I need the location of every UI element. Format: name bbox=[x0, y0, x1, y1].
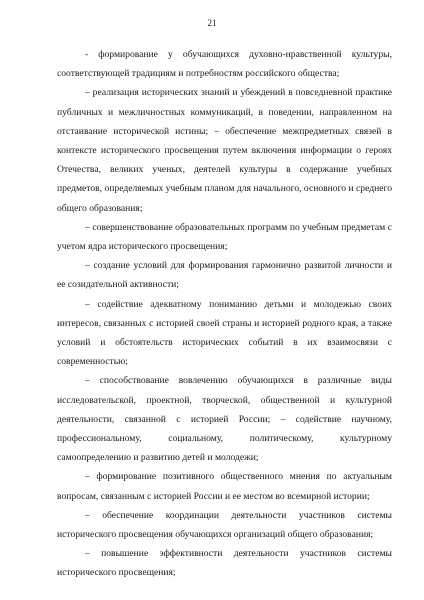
list-item: – содействие адекватному пониманию детьми и молодежью своих интересов, связанных с историей своей страны и историей родного края, а также условий и обстоятельств исторических событий в их взаимосвязи с современностью; bbox=[57, 298, 392, 368]
list-item: – реализация исторических знаний и убеждений в повседневной практике публичных и межличностных коммуникаций, в поведении, направленном на отстаивание исторической истины; – обеспечение межпредметных связей в контексте исторического просвещения путем включения информации о героях Отечества, великих ученых, деятелей культуры в содержание учебных предметов, определяемых учебным планом для начального, основного и среднего общего образования; bbox=[57, 87, 392, 214]
list-item: – обеспечение координации деятельности участников системы исторического просвещения обучающихся организаций общего образования; bbox=[57, 509, 392, 541]
page-body bbox=[57, 45, 392, 583]
list-item: – способствование вовлечению обучающихся в различные виды исследовательской, проектной, творческой, общественной и культурной деятельности, связанной с историей России; – содействие научному, профессиональному, социальному, политическому, культурному самоопределению и развитию детей и молодежи; bbox=[57, 375, 392, 464]
list-item: – формирование позитивного общественного мнения по актуальным вопросам, связанным с историей России и ее местом во всемирной истории; bbox=[57, 471, 392, 502]
list-item: – повышение эффективности деятельности участников системы исторического просвещения; bbox=[57, 548, 392, 579]
list-item: – создание условий для формирования гармонично развитой личности и ее созидательной активности; bbox=[57, 260, 392, 291]
page-number: 21 bbox=[207, 18, 217, 28]
list-item: - формирование у обучающихся духовно-нравственной культуры, соответствующей традициям и потребностям российского общества; bbox=[57, 49, 392, 80]
list-item: – совершенствование образовательных программ по учебным предметам с учетом ядра исторического просвещения; bbox=[57, 221, 392, 253]
